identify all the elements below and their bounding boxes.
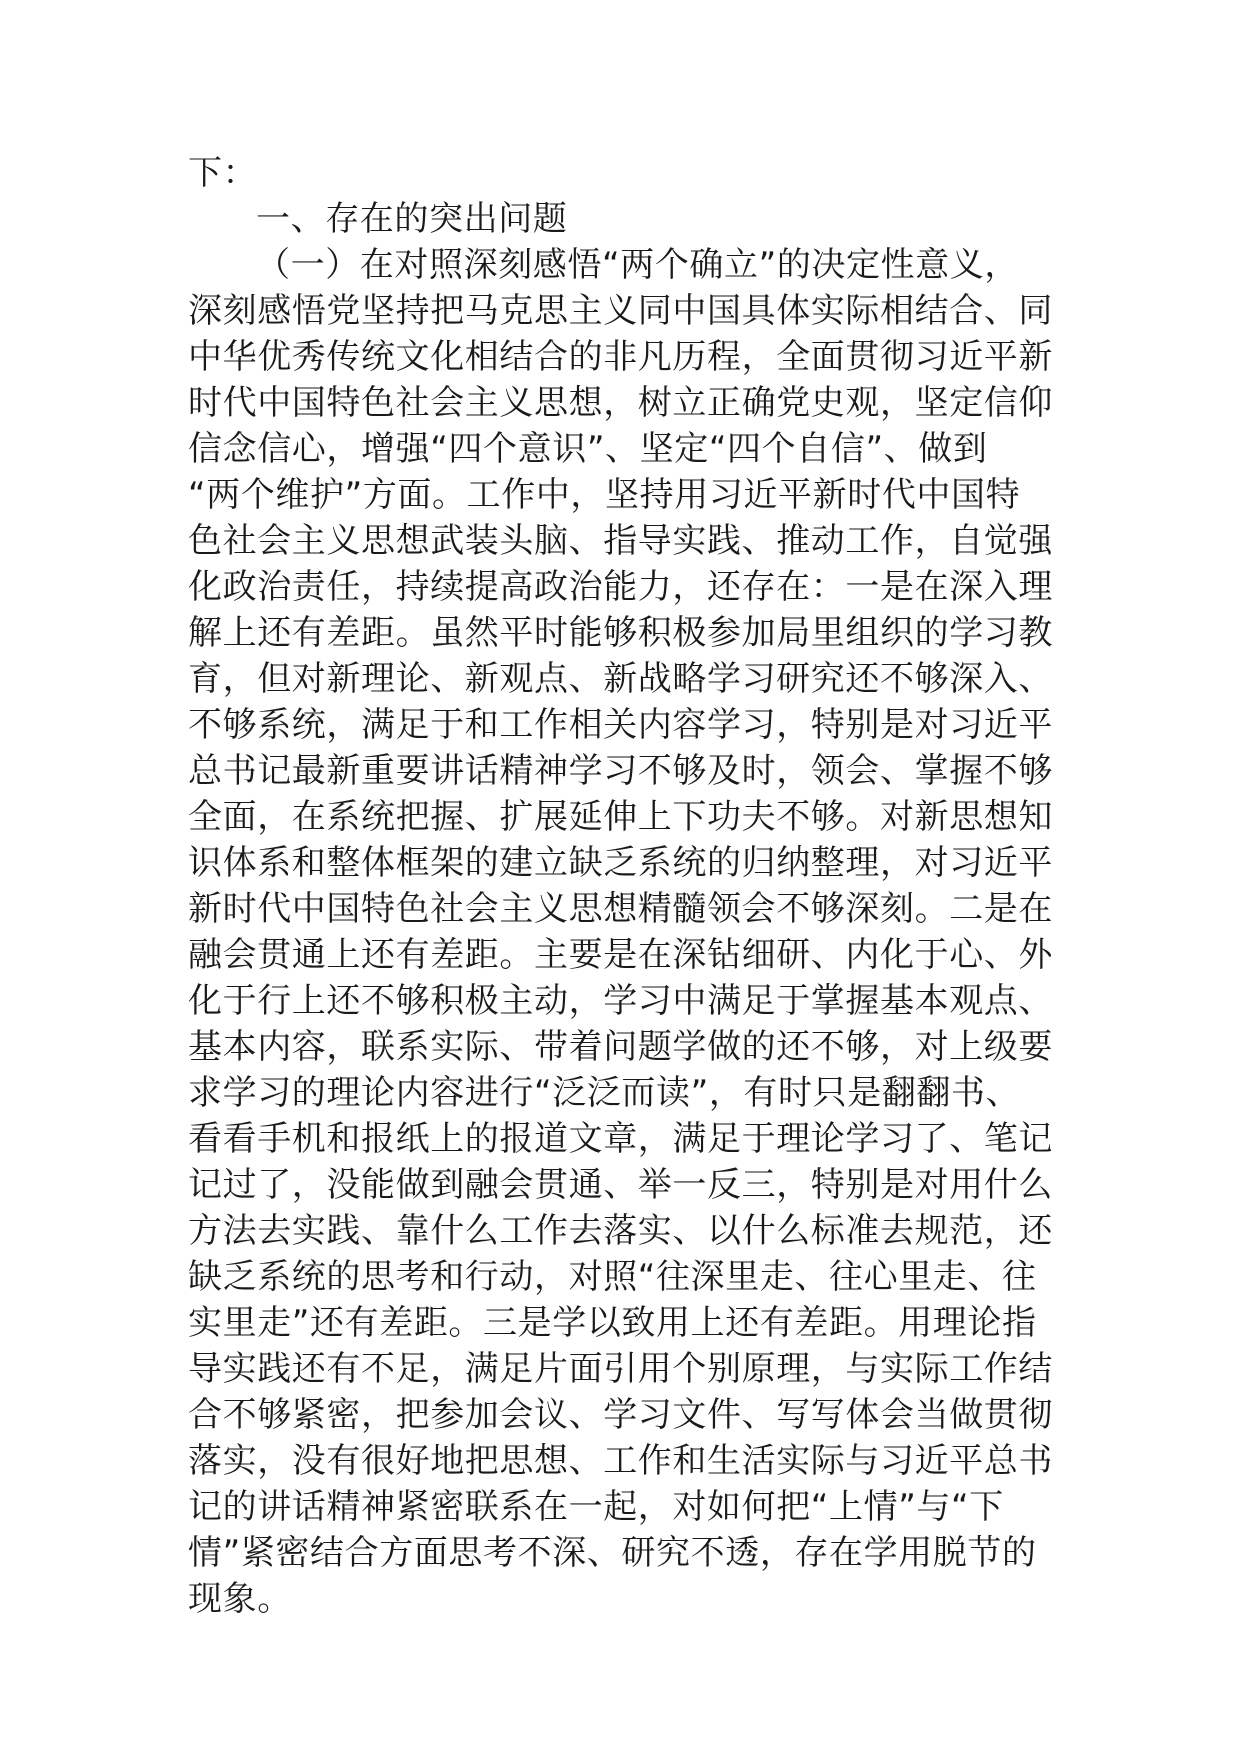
text-line: 看看手机和报纸上的报道文章，满足于理论学习了、笔记 bbox=[188, 1119, 1053, 1159]
text-line: “两个维护”方面。工作中，坚持用习近平新时代中国特 bbox=[188, 475, 1021, 515]
text-line: 缺乏系统的思考和行动，对照“往深里走、往心里走、往 bbox=[188, 1257, 1037, 1297]
text-line: 情”紧密结合方面思考不深、研究不透，存在学用脱节的 bbox=[188, 1533, 1037, 1573]
text-line: 下： bbox=[188, 153, 258, 193]
text-line: 记的讲话精神紧密联系在一起，对如何把“上情”与“下 bbox=[188, 1487, 1004, 1527]
text-line: 信念信心，增强“四个意识”、坚定“四个自信”、做到 bbox=[188, 429, 988, 469]
paragraph-first-line: （一）在对照深刻感悟“两个确立”的决定性意义， bbox=[256, 245, 1020, 285]
section-heading: 一、存在的突出问题 bbox=[256, 199, 568, 239]
text-line: 解上还有差距。虽然平时能够积极参加局里组织的学习教 bbox=[188, 613, 1053, 653]
text-line: 记过了，没能做到融会贯通、举一反三，特别是对用什么 bbox=[188, 1165, 1053, 1205]
text-line: 合不够紧密，把参加会议、学习文件、写写体会当做贯彻 bbox=[188, 1395, 1053, 1435]
text-line: 现象。 bbox=[188, 1579, 292, 1619]
text-line: 落实，没有很好地把思想、工作和生活实际与习近平总书 bbox=[188, 1441, 1053, 1481]
text-line: 基本内容，联系实际、带着问题学做的还不够，对上级要 bbox=[188, 1027, 1053, 1067]
text-line: 深刻感悟党坚持把马克思主义同中国具体实际相结合、同 bbox=[188, 291, 1053, 331]
text-line: 化于行上还不够积极主动，学习中满足于掌握基本观点、 bbox=[188, 981, 1053, 1021]
text-line: 不够系统，满足于和工作相关内容学习，特别是对习近平 bbox=[188, 705, 1053, 745]
text-line: 融会贯通上还有差距。主要是在深钻细研、内化于心、外 bbox=[188, 935, 1053, 975]
text-line: 新时代中国特色社会主义思想精髓领会不够深刻。二是在 bbox=[188, 889, 1053, 929]
text-line: 全面，在系统把握、扩展延伸上下功夫不够。对新思想知 bbox=[188, 797, 1053, 837]
text-line: 化政治责任，持续提高政治能力，还存在：一是在深入理 bbox=[188, 567, 1053, 607]
text-line: 导实践还有不足，满足片面引用个别原理，与实际工作结 bbox=[188, 1349, 1053, 1389]
text-line: 识体系和整体框架的建立缺乏系统的归纳整理，对习近平 bbox=[188, 843, 1053, 883]
text-line: 方法去实践、靠什么工作去落实、以什么标准去规范，还 bbox=[188, 1211, 1053, 1251]
text-line: 求学习的理论内容进行“泛泛而读”，有时只是翻翻书、 bbox=[188, 1073, 1021, 1113]
text-line: 育，但对新理论、新观点、新战略学习研究还不够深入、 bbox=[188, 659, 1053, 699]
text-line: 实里走”还有差距。三是学以致用上还有差距。用理论指 bbox=[188, 1303, 1037, 1343]
document-body bbox=[188, 150, 1068, 1622]
text-line: 中华优秀传统文化相结合的非凡历程，全面贯彻习近平新 bbox=[188, 337, 1053, 377]
text-line: 时代中国特色社会主义思想，树立正确党史观，坚定信仰 bbox=[188, 383, 1053, 423]
text-line: 总书记最新重要讲话精神学习不够及时，领会、掌握不够 bbox=[188, 751, 1053, 791]
text-line: 色社会主义思想武装头脑、指导实践、推动工作，自觉强 bbox=[188, 521, 1053, 561]
